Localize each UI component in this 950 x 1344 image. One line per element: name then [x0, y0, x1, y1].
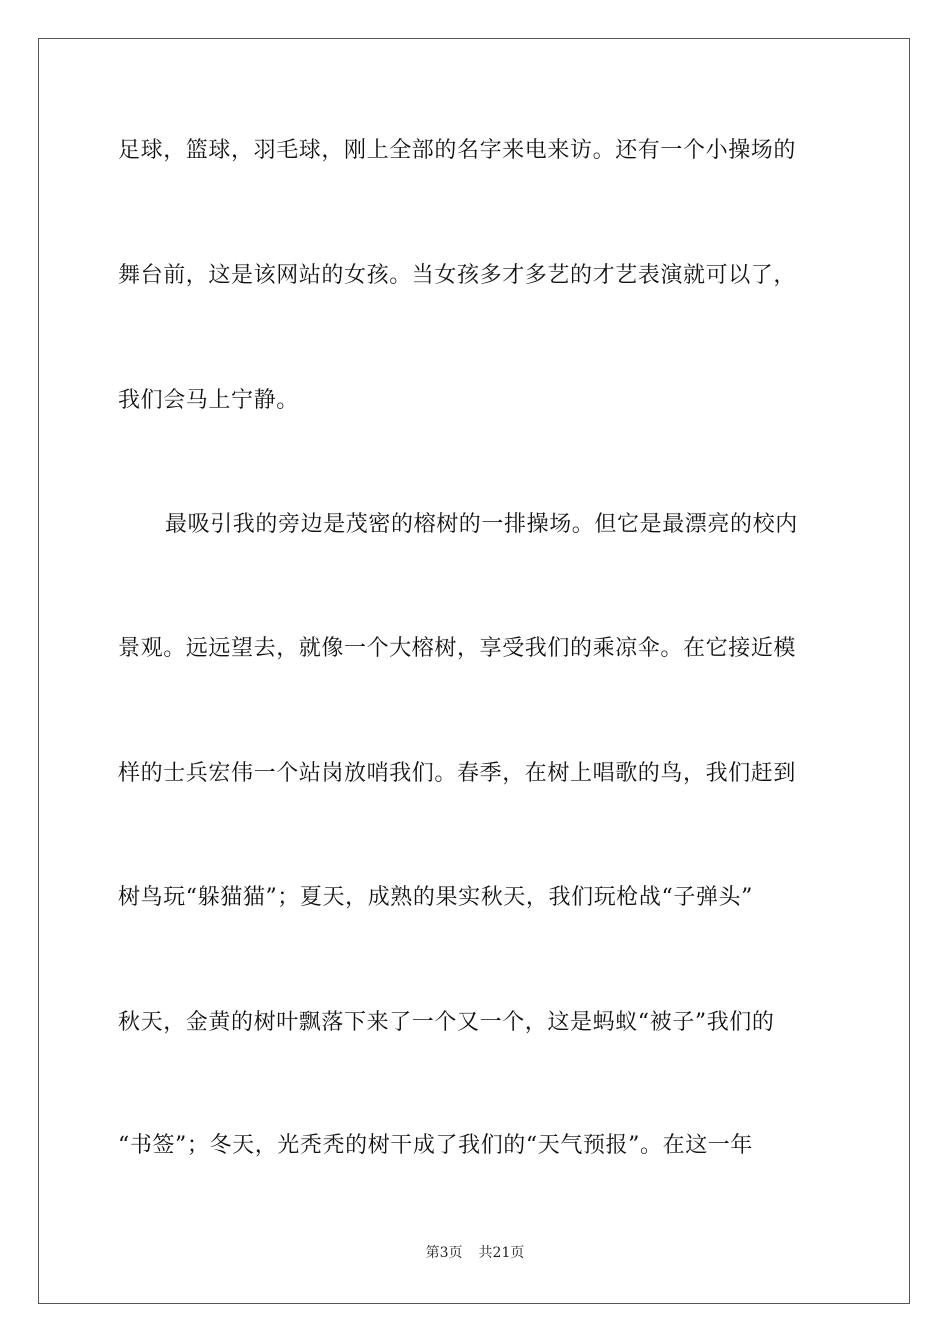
text-line-9: “书签”；冬天，光秃秃的树干成了我们的“天气预报”。在这一年	[118, 1133, 753, 1158]
page-footer	[0, 1244, 950, 1262]
page-total: 共21页	[478, 1245, 525, 1261]
text-line-6: 样的士兵宏伟一个站岗放哨我们。春季，在树上唱歌的鸟，我们赶到	[118, 761, 797, 786]
page-border	[38, 38, 910, 1304]
text-line-4: 最吸引我的旁边是茂密的榕树的一排操场。但它是最漂亮的校内	[165, 512, 798, 537]
text-line-1: 足球，篮球，羽毛球，刚上全部的名字来电来访。还有一个小操场的	[118, 138, 797, 163]
text-line-2: 舞台前，这是该网站的女孩。当女孩多才多艺的才艺表演就可以了，	[118, 263, 797, 288]
page-number: 第3页	[425, 1245, 463, 1261]
text-line-5: 景观。远远望去，就像一个大榕树，享受我们的乘凉伞。在它接近模	[118, 636, 797, 661]
text-line-7: 树鸟玩“躲猫猫”；夏天，成熟的果实秋天，我们玩枪战“子弹头”	[118, 885, 753, 910]
text-line-3: 我们会马上宁静。	[118, 388, 299, 413]
text-line-8: 秋天，金黄的树叶飘落下来了一个又一个，这是蚂蚁“被子”我们的	[118, 1010, 775, 1035]
